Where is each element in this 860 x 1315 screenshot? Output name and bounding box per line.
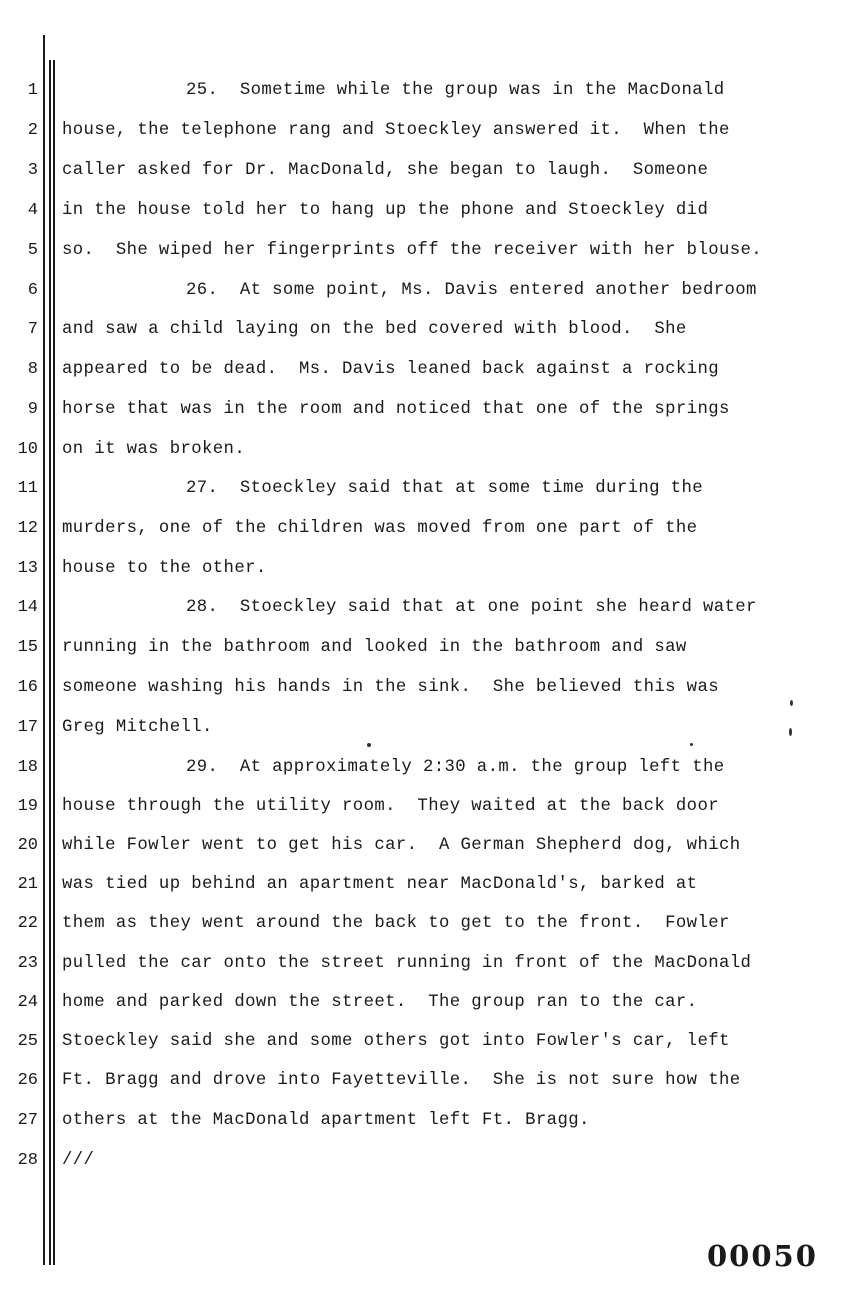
text-line: them as they went around the back to get to the front. Fowler xyxy=(62,914,730,933)
margin-rule-double-b xyxy=(53,60,55,1265)
line-number: 10 xyxy=(17,440,38,459)
line-number: 7 xyxy=(27,320,38,339)
text-line: running in the bathroom and looked in the bathroom and saw xyxy=(62,638,687,657)
text-line: 26. At some point, Ms. Davis entered another bedroom xyxy=(186,281,757,300)
scan-speck xyxy=(367,743,371,747)
line-number: 1 xyxy=(27,81,38,100)
text-line: Ft. Bragg and drove into Fayetteville. She is not sure how the xyxy=(62,1071,741,1090)
scan-speck xyxy=(690,743,693,746)
text-line: /// xyxy=(62,1151,95,1170)
line-number: 20 xyxy=(17,836,38,855)
line-number: 23 xyxy=(17,954,38,973)
text-line: caller asked for Dr. MacDonald, she began to laugh. Someone xyxy=(62,161,709,180)
line-number: 22 xyxy=(17,914,38,933)
margin-rule-double-a xyxy=(49,60,51,1265)
line-number: 26 xyxy=(17,1071,38,1090)
line-number: 18 xyxy=(17,758,38,777)
text-line: while Fowler went to get his car. A German Shepherd dog, which xyxy=(62,836,741,855)
line-number: 15 xyxy=(17,638,38,657)
text-line: pulled the car onto the street running in front of the MacDonald xyxy=(62,954,752,973)
line-number: 28 xyxy=(17,1151,38,1170)
text-line: 27. Stoeckley said that at some time during the xyxy=(186,479,703,498)
line-number: 12 xyxy=(17,519,38,538)
text-line: someone washing his hands in the sink. She believed this was xyxy=(62,678,719,697)
line-number: 17 xyxy=(17,718,38,737)
line-number: 9 xyxy=(27,400,38,419)
text-line: house to the other. xyxy=(62,559,267,578)
line-number: 11 xyxy=(17,479,38,498)
text-line: 25. Sometime while the group was in the MacDonald xyxy=(186,81,725,100)
text-line: on it was broken. xyxy=(62,440,246,459)
text-line: so. She wiped her fingerprints off the receiver with her blouse. xyxy=(62,241,763,260)
text-line: home and parked down the street. The group ran to the car. xyxy=(62,993,698,1012)
text-line: house, the telephone rang and Stoeckley answered it. When the xyxy=(62,121,730,140)
text-line: 28. Stoeckley said that at one point she heard water xyxy=(186,598,757,617)
scan-speck xyxy=(790,700,793,706)
page-id-stamp: 00050 xyxy=(707,1239,818,1273)
line-number: 21 xyxy=(17,875,38,894)
text-line: 29. At approximately 2:30 a.m. the group left the xyxy=(186,758,725,777)
line-number: 25 xyxy=(17,1032,38,1051)
text-line: Stoeckley said she and some others got into Fowler's car, left xyxy=(62,1032,730,1051)
text-line: horse that was in the room and noticed that one of the springs xyxy=(62,400,730,419)
text-line: house through the utility room. They waited at the back door xyxy=(62,797,719,816)
text-line: murders, one of the children was moved from one part of the xyxy=(62,519,698,538)
line-number: 27 xyxy=(17,1111,38,1130)
line-number: 5 xyxy=(27,241,38,260)
line-number: 24 xyxy=(17,993,38,1012)
line-number: 2 xyxy=(27,121,38,140)
scan-speck xyxy=(789,728,792,736)
text-line: Greg Mitchell. xyxy=(62,718,213,737)
margin-rule-left xyxy=(43,35,45,1265)
line-number: 4 xyxy=(27,201,38,220)
text-line: appeared to be dead. Ms. Davis leaned back against a rocking xyxy=(62,360,719,379)
line-number: 13 xyxy=(17,559,38,578)
text-line: others at the MacDonald apartment left Ft. Bragg. xyxy=(62,1111,590,1130)
text-line: in the house told her to hang up the phone and Stoeckley did xyxy=(62,201,709,220)
line-number: 16 xyxy=(17,678,38,697)
line-number: 3 xyxy=(27,161,38,180)
line-number: 19 xyxy=(17,797,38,816)
text-line: was tied up behind an apartment near MacDonald's, barked at xyxy=(62,875,698,894)
line-number: 6 xyxy=(27,281,38,300)
line-number: 14 xyxy=(17,598,38,617)
text-line: and saw a child laying on the bed covered with blood. She xyxy=(62,320,687,339)
line-number: 8 xyxy=(27,360,38,379)
